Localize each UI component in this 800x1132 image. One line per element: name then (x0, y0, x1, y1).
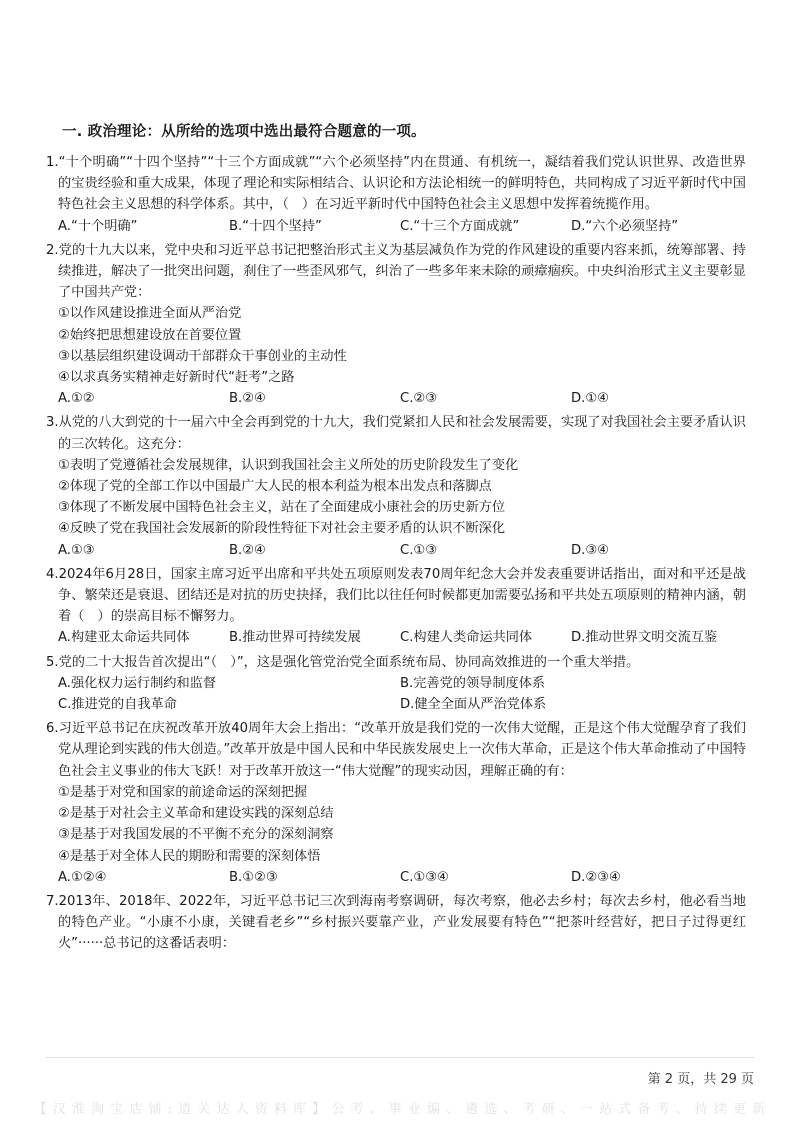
option-a: A.①② (58, 391, 95, 407)
statement-item: ②始终把思想建设放在首要位置 (58, 327, 242, 343)
option-b: B.①②③ (229, 869, 278, 885)
answer-options (58, 627, 746, 648)
answer-options (58, 388, 746, 409)
option-d: D.③④ (571, 542, 609, 558)
question-5 (46, 652, 746, 716)
statement-item: ①表明了党遵循社会发展规律，认识到我国社会主义所处的历史阶段发生了变化 (58, 457, 519, 473)
option-d: D.“六个必须坚持” (571, 218, 679, 234)
option-c: C.②③ (400, 391, 438, 407)
option-b: B.“十四个坚持” (229, 218, 322, 234)
question-stem: 7.2013年、2018年、2022年，习近平总书记三次到海南考察调研，每次考察，他必去乡村；每次去乡村，他必看当地的特色产业。“小康不小康，关键看老乡”“乡村振兴要靠产业，产业发展要有特色”“把茶叶经营好，把日子过得更红火”······总书记的这番话表明： (46, 893, 746, 952)
question-6 (46, 718, 746, 888)
answer-options (58, 673, 746, 715)
statement-item: ①是基于对党和国家的前途命运的深刻把握 (58, 784, 308, 800)
question-stem: 4.2024年6月28日，国家主席习近平出席和平共处五项原则发表70周年纪念大会并发表重要讲话指出，面对和平还是战争、繁荣还是衰退、团结还是对抗的历史抉择，我们比以往任何时候都更加需要弘扬和平共处五项原则的精神内涵，朝着（ ）的崇高目标不懈努力。 (46, 566, 746, 625)
option-b: B.完善党的领导制度体系 (400, 675, 546, 691)
question-stem: 6.习近平总书记在庆祝改革开放40周年大会上指出：“改革开放是我们党的一次伟大觉醒，正是这个伟大觉醒孕育了我们党从理论到实践的伟大创造。”改革开放是中国人民和中华民族发展史上一次伟大革命，正是这个伟大革命推动了中国特色社会主义事业的伟大飞跃！对于改革开放这一“伟大觉醒”的现实动因，理解正确的有： (46, 721, 746, 779)
option-c: C.①③④ (400, 869, 449, 885)
question-4 (46, 564, 746, 649)
statement-item: ④是基于对全体人民的期盼和需要的深刻体悟 (58, 848, 321, 864)
section-title: 一. 政治理论：从所给的选项中选出最符合题意的一项。 (62, 124, 426, 140)
statement-item: ④以求真务实精神走好新时代“赶考”之路 (58, 370, 295, 386)
watermark-text: 【 汉 淮 淘 宝 店 铺 : 道 关 达 人 资 料 库 】 公 考 、 事 业 编 、 遴 选 、 考 研 、 一 站 式 备 考 、 持 续 更 新 (33, 1102, 767, 1117)
option-b: B.②④ (229, 391, 266, 407)
answer-options (58, 540, 746, 561)
option-c: C.①③ (400, 542, 438, 558)
question-stem: 3.从党的八大到党的十一届六中全会再到党的十九大，我们党紧扣人民和社会发展需要，实现了对我国社会主要矛盾认识的三次转化。这充分： (46, 415, 746, 452)
question-3 (46, 412, 746, 560)
page-number: 第 2 页，共 29 页 (647, 1072, 754, 1087)
questions-body (46, 152, 746, 955)
option-d: D.推动世界文明交流互鉴 (571, 630, 718, 646)
option-c: C.推进党的自我革命 (58, 697, 177, 713)
footer-divider (46, 1057, 754, 1058)
question-stem: 2.党的十九大以来，党中央和习近平总书记把整治形式主义为基层减负作为党的作风建设的重要内容来抓，统筹部署、持续推进，解决了一批突出问题，刹住了一些歪风邪气，纠治了一些多年来未除的顽瘴痼疾。中央纠治形式主义主要彰显了中国共产党： (46, 242, 746, 301)
question-1 (46, 152, 746, 237)
statement-item: ②体现了党的全部工作以中国最广大人民的根本利益为根本出发点和落脚点 (58, 479, 492, 495)
option-c: C.“十三个方面成就” (400, 218, 520, 234)
option-d: D.健全全面从严治党体系 (400, 697, 547, 713)
option-d: D.①④ (571, 391, 609, 407)
statement-item: ①以作风建设推进全面从严治党 (58, 306, 242, 322)
option-b: B.②④ (229, 542, 266, 558)
option-b: B.推动世界可持续发展 (229, 630, 361, 646)
question-stem: 5.党的二十大报告首次提出“（ ）”，这是强化管党治党全面系统布局、协同高效推进的一个重大举措。 (46, 654, 640, 670)
statement-item: ④反映了党在我国社会发展新的阶段性特征下对社会主要矛盾的认识不断深化 (58, 521, 506, 537)
question-7 (46, 891, 746, 955)
statement-item: ②是基于对社会主义革命和建设实践的深刻总结 (58, 806, 334, 822)
option-a: A.①③ (58, 542, 95, 558)
answer-options (58, 216, 746, 237)
question-stem: 1.“十个明确”“十四个坚持”“十三个方面成就”“六个必须坚持”内在贯通、有机统一，凝结着我们党认识世界、改造世界的宝贵经验和重大成果，体现了理论和实际相结合、认识论和方法论相统一的鲜明特色，共同构成了习近平新时代中国特色社会主义思想的科学体系。其中，（ ）在习近平新时代中国特色社会主义思想中发挥着统揽作用。 (46, 155, 746, 213)
option-a: A.“十个明确” (58, 218, 138, 234)
statement-item: ③以基层组织建设调动干部群众干事创业的主动性 (58, 348, 347, 364)
option-c: C.构建人类命运共同体 (400, 630, 533, 646)
option-a: A.①②④ (58, 869, 107, 885)
statement-item: ③体现了不断发展中国特色社会主义，站在了全面建成小康社会的历史新方位 (58, 500, 506, 516)
option-d: D.②③④ (571, 869, 621, 885)
option-a: A.构建亚太命运共同体 (58, 630, 190, 646)
option-a: A.强化权力运行制约和监督 (58, 675, 217, 691)
question-2 (46, 240, 746, 410)
statement-item: ③是基于对我国发展的不平衡不充分的深刻洞察 (58, 827, 334, 843)
answer-options (58, 867, 746, 888)
